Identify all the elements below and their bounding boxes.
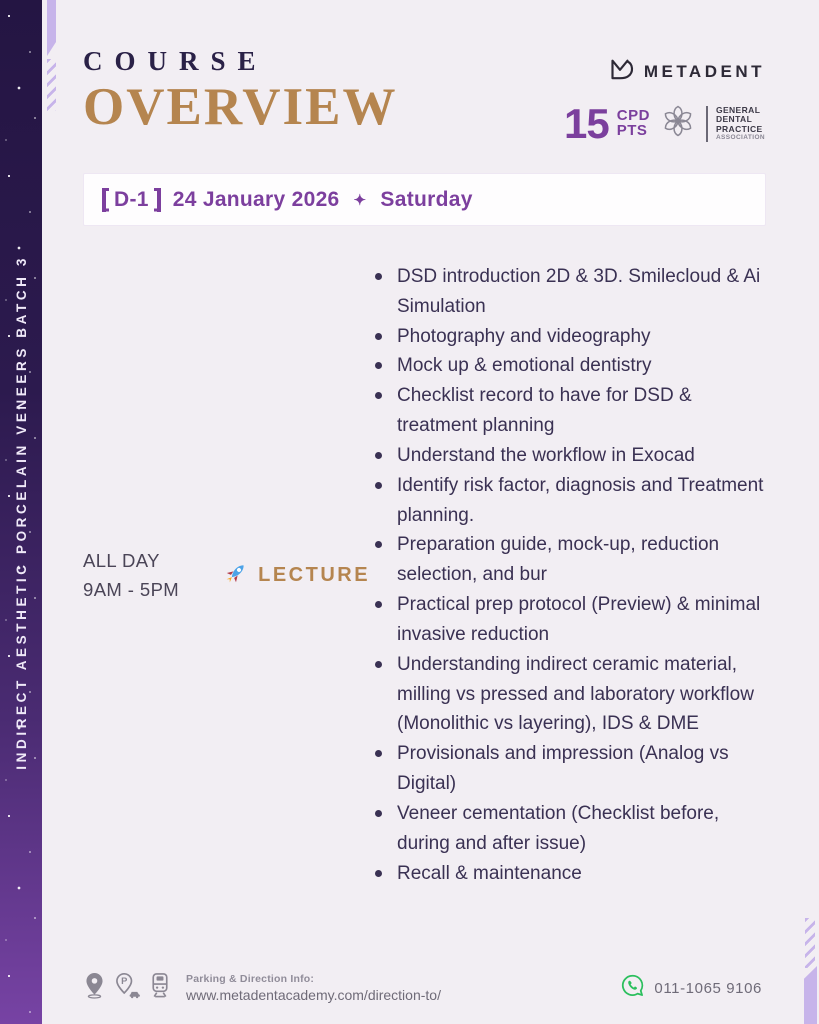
topic-item (375, 530, 767, 590)
lenticular-bracket-close-icon (153, 188, 161, 212)
bullet-icon (375, 362, 382, 369)
cpd-unit (617, 109, 650, 138)
topic-item (375, 590, 767, 650)
topic-text: Understanding indirect ceramic material, milling vs pressed and laboratory workflow (Monolithic vs layering), IDS & DME (397, 653, 754, 735)
topic-item (375, 739, 767, 799)
course-date: 24 January 2026 (172, 187, 340, 211)
topic-text: DSD introduction 2D & 3D. Smilecloud & Ai Simulation (397, 266, 761, 317)
brand-block (564, 46, 765, 146)
topics-list (375, 262, 767, 888)
day-code (102, 188, 161, 212)
session-block (223, 560, 370, 591)
topic-text: Provisionals and impression (Analog vs Digital) (397, 743, 729, 795)
bullet-icon (375, 482, 382, 489)
topic-item (375, 859, 767, 889)
association-line: GENERAL (715, 104, 761, 115)
topic-item (375, 441, 767, 471)
bullet-icon (375, 452, 382, 459)
schedule-column (55, 262, 375, 888)
svg-text:P: P (121, 976, 128, 987)
topic-text: Recall & maintenance (397, 862, 582, 884)
phone-number: 011-1065 9106 (654, 979, 762, 997)
rocket-icon (223, 560, 249, 591)
schedule-block (83, 546, 370, 605)
bullet-icon (375, 273, 382, 280)
gdpa-flower-icon (658, 101, 698, 146)
association-line: ASSOCIATION (715, 134, 765, 142)
contact-block (620, 973, 762, 1003)
bullet-icon (375, 392, 382, 399)
cpd-badge (564, 101, 765, 146)
topic-text: Practical prep protocol (Preview) & minimal invasive reduction (397, 594, 761, 645)
hours-label: 9AM - 5PM (83, 579, 180, 601)
side-ribbon-text: INDIRECT AESTHETIC PORCELAIN VENEERS BATCH 3 (13, 254, 29, 770)
topic-text: Identify risk factor, diagnosis and Treatment planning. (397, 474, 764, 526)
course-weekday: Saturday (380, 187, 473, 211)
brand-name: METADENT (643, 61, 765, 81)
bullet-icon (375, 750, 382, 757)
time-block (83, 546, 179, 605)
topic-text: Veneer cementation (Checklist before, during and after issue) (397, 802, 720, 854)
cpd-unit-line1: CPD (616, 107, 650, 125)
topic-item (375, 799, 767, 859)
topic-item (375, 381, 767, 441)
bullet-icon (375, 661, 382, 668)
direction-icons (83, 972, 172, 1004)
cpd-points: 15 (564, 99, 609, 147)
brand-logo-row (605, 54, 765, 89)
header (55, 0, 819, 146)
bullet-icon (375, 601, 382, 608)
topic-item (375, 650, 767, 739)
topic-item (375, 322, 767, 352)
duration-label: ALL DAY (83, 549, 160, 571)
lenticular-bracket-open-icon (102, 188, 110, 212)
bullet-icon (375, 333, 382, 340)
main-content (55, 0, 819, 1024)
parking-icon (113, 972, 141, 1004)
topic-text: Mock up & emotional dentistry (397, 355, 652, 377)
bullet-icon (375, 810, 382, 817)
side-ribbon (0, 0, 42, 1024)
date-banner (83, 173, 766, 226)
content-row (55, 262, 819, 888)
kicker-text: COURSE (83, 46, 268, 76)
day-label: D-1 (114, 187, 149, 211)
whatsapp-icon (620, 973, 645, 1003)
session-label: LECTURE (258, 563, 371, 586)
page-title: OVERVIEW (83, 78, 398, 136)
cpd-unit-line2: PTS (616, 121, 648, 139)
direction-label: Parking & Direction Info: (186, 973, 315, 985)
association-line: DENTAL (715, 114, 753, 125)
association-name (716, 106, 765, 142)
association-line: PRACTICE (715, 123, 763, 134)
direction-url: www.metadentacademy.com/direction-to/ (186, 987, 441, 1003)
topic-text: Preparation guide, mock-up, reduction selection, and bur (397, 534, 720, 586)
star-separator-icon: ✦ (353, 191, 367, 209)
direction-info (186, 973, 441, 1003)
footer (83, 972, 762, 1004)
topic-item (375, 262, 767, 322)
train-icon (148, 972, 172, 1004)
topic-text: Photography and videography (397, 325, 651, 347)
bullet-icon (375, 870, 382, 877)
bullet-icon (375, 541, 382, 548)
metadent-monogram-icon (605, 54, 635, 89)
topic-text: Checklist record to have for DSD & treatment planning (397, 385, 692, 437)
topic-item (375, 471, 767, 531)
title-block (83, 46, 398, 146)
location-pin-icon (83, 972, 106, 1004)
topic-item (375, 351, 767, 381)
topic-text: Understand the workflow in Exocad (397, 444, 695, 466)
association-divider (706, 106, 708, 142)
